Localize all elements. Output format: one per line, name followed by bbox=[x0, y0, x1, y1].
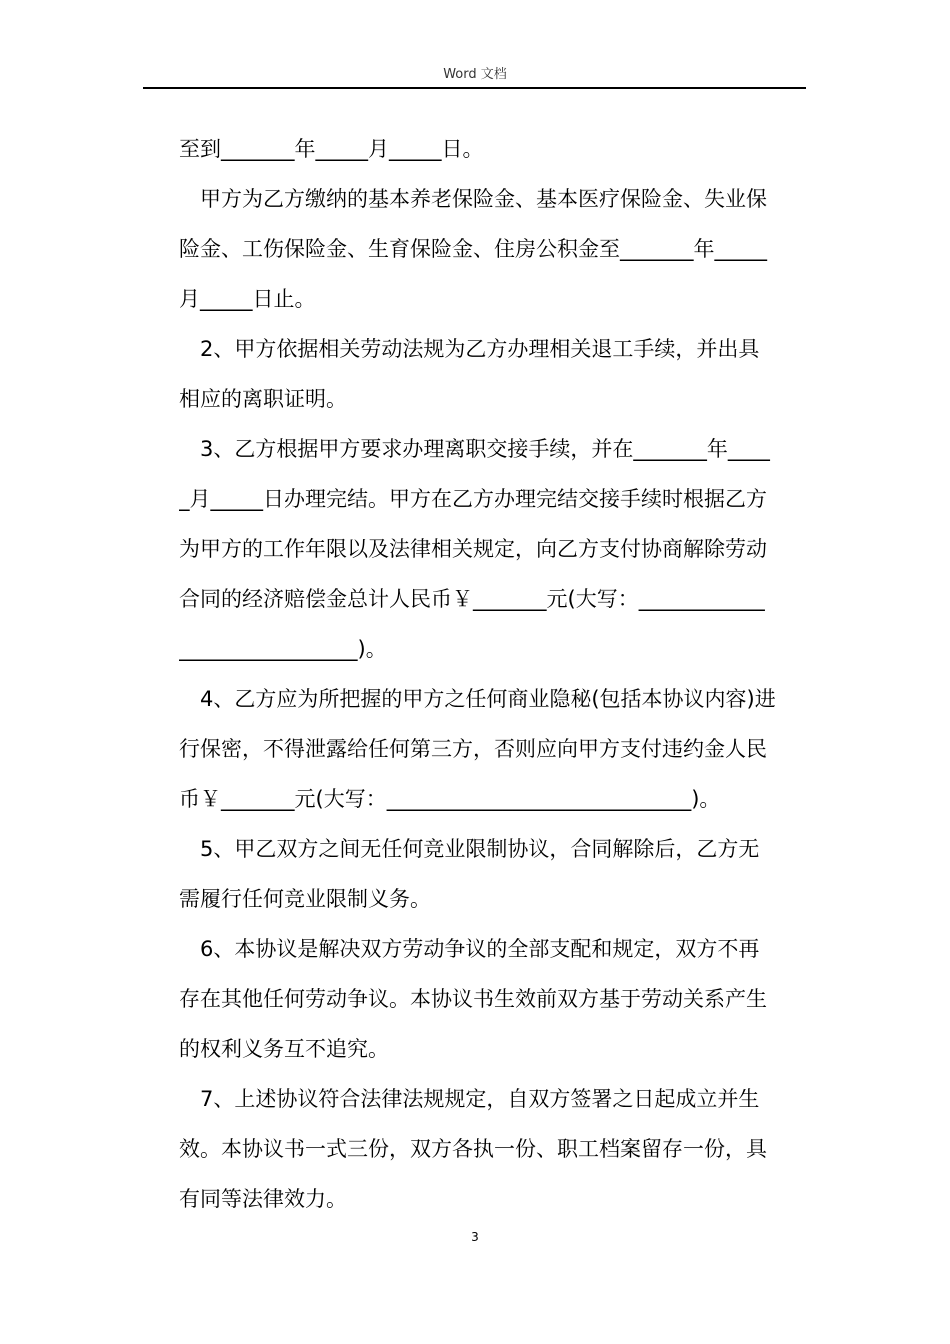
body-line: 7、上述协议符合法律法规规定，自双方签署之日起成立并生 bbox=[200, 1087, 760, 1111]
body-line: 4、乙方应为所把握的甲方之任何商业隐秘(包括本协议内容)进 bbox=[200, 687, 776, 711]
body-line: 需履行任何竞业限制义务。 bbox=[179, 887, 431, 911]
body-line: 5、甲乙双方之间无任何竞业限制协议，合同解除后，乙方无 bbox=[200, 837, 760, 861]
body-line: 有同等法律效力。 bbox=[179, 1187, 347, 1211]
body-line: 存在其他任何劳动争议。本协议书生效前双方基于劳动关系产生 bbox=[179, 987, 767, 1011]
body-line: 的权利义务互不追究。 bbox=[179, 1037, 389, 1061]
body-line: 相应的离职证明。 bbox=[179, 387, 347, 411]
body-line: _月_____日办理完结。甲方在乙方办理完结交接手续时根据乙方 bbox=[179, 487, 767, 511]
body-line: 效。本协议书一式三份，双方各执一份、职工档案留存一份，具 bbox=[179, 1137, 767, 1161]
body-line: 月_____日止。 bbox=[179, 287, 316, 311]
body-line: _________________)。 bbox=[179, 637, 387, 661]
body-line: 币￥_______元(大写：_____________________________)。 bbox=[179, 787, 721, 811]
body-line: 6、本协议是解决双方劳动争议的全部支配和规定，双方不再 bbox=[200, 937, 760, 961]
body-line: 为甲方的工作年限以及法律相关规定，向乙方支付协商解除劳动 bbox=[179, 537, 767, 561]
body-line: 2、甲方依据相关劳动法规为乙方办理相关退工手续，并出具 bbox=[200, 337, 760, 361]
page-header: Word 文档 bbox=[443, 67, 507, 82]
body-line: 甲方为乙方缴纳的基本养老保险金、基本医疗保险金、失业保 bbox=[200, 187, 767, 211]
body-line: 合同的经济赔偿金总计人民币￥_______元(大写：____________ bbox=[179, 587, 765, 611]
body-line: 3、乙方根据甲方要求办理离职交接手续，并在_______年____ bbox=[200, 437, 770, 461]
body-line: 险金、工伤保险金、生育保险金、住房公积金至_______年_____ bbox=[179, 237, 767, 261]
page-number: 3 bbox=[471, 1230, 479, 1244]
body-line: 行保密，不得泄露给任何第三方，否则应向甲方支付违约金人民 bbox=[179, 737, 767, 761]
document-body bbox=[179, 124, 804, 1224]
body-line: 至到_______年_____月_____日。 bbox=[179, 137, 484, 161]
header-divider bbox=[143, 87, 806, 89]
